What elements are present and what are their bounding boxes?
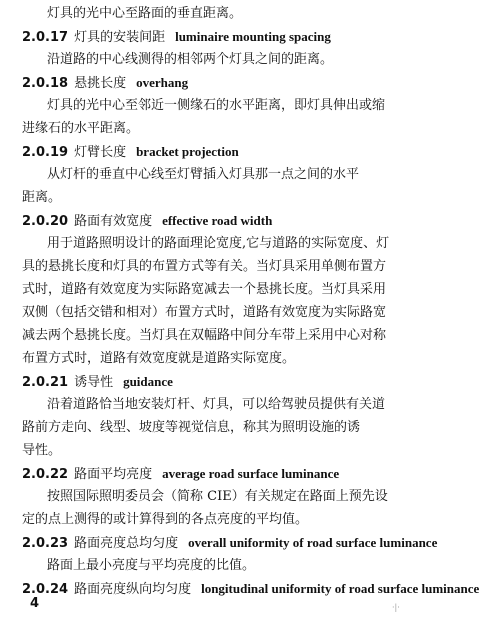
text-line: 定的点上测得的或计算得到的各点亮度的平均值。 bbox=[22, 512, 309, 527]
term-heading bbox=[22, 140, 440, 164]
term-english: longitudinal uniformity of road surface luminance bbox=[201, 581, 479, 596]
text-line: 从灯杆的垂直中心线至灯臂插入灯具那一点之间的水平 bbox=[47, 167, 360, 182]
text-line: 沿着道路恰当地安装灯杆、灯具，可以给驾驶员提供有关道 bbox=[47, 397, 386, 412]
text-line: 距离。 bbox=[22, 190, 62, 205]
corner-mark: ·|· bbox=[392, 603, 400, 612]
text-line: 具的悬挑长度和灯具的布置方式等有关。当灯具采用单侧布置方 bbox=[22, 259, 387, 274]
term-chinese: 灯臂长度 bbox=[74, 145, 127, 160]
text-line: 导性。 bbox=[22, 443, 62, 458]
term-number: 2.0.24 bbox=[22, 582, 69, 597]
term-chinese: 灯具的安装间距 bbox=[74, 30, 166, 45]
term-heading bbox=[22, 25, 440, 49]
term-english: bracket projection bbox=[136, 144, 239, 159]
term-number: 2.0.22 bbox=[22, 467, 69, 482]
text-line: 进缘石的水平距离。 bbox=[22, 121, 140, 136]
text-line: 沿道路的中心线测得的相邻两个灯具之间的距离。 bbox=[47, 52, 334, 67]
term-heading bbox=[22, 71, 440, 95]
text-line: 用于道路照明设计的路面理论宽度,它与道路的实际宽度、灯 bbox=[47, 236, 390, 251]
term-number: 2.0.21 bbox=[22, 375, 69, 390]
term-chinese: 路面有效宽度 bbox=[74, 214, 153, 229]
text-line: 减去两个悬挑长度。当灯具在双幅路中间分车带上采用中心对称 bbox=[22, 328, 387, 343]
term-heading bbox=[22, 531, 440, 556]
term-chinese: 路面平均亮度 bbox=[74, 467, 153, 482]
text-line: 按照国际照明委员会（简称 CIE）有关规定在路面上预先设 bbox=[47, 489, 388, 504]
term-heading bbox=[22, 462, 440, 486]
term-english: overall uniformity of road surface luminance bbox=[188, 535, 438, 550]
term-english: overhang bbox=[136, 75, 189, 90]
term-number: 2.0.19 bbox=[22, 145, 69, 160]
term-chinese: 路面亮度纵向均匀度 bbox=[74, 582, 192, 597]
term-chinese: 路面亮度总均匀度 bbox=[74, 536, 179, 551]
text-line: 布置方式时，道路有效宽度就是道路实际宽度。 bbox=[22, 351, 296, 366]
term-english: effective road width bbox=[162, 213, 273, 228]
page-number: 4 bbox=[30, 596, 40, 611]
term-number: 2.0.23 bbox=[22, 536, 69, 551]
text-line: 式时，道路有效宽度为实际路宽减去一个悬挑长度。当灯具采用 bbox=[22, 282, 387, 297]
term-english: luminaire mounting spacing bbox=[175, 29, 331, 44]
term-chinese: 诱导性 bbox=[74, 375, 114, 390]
text-line: 双侧（包括交错和相对）布置方式时，道路有效宽度为实际路宽 bbox=[22, 305, 387, 320]
text-line: 路前方走向、线型、坡度等视觉信息，称其为照明设施的诱 bbox=[22, 420, 361, 435]
term-heading bbox=[22, 209, 440, 233]
term-number: 2.0.17 bbox=[22, 30, 69, 45]
text-line: 灯具的光中心至路面的垂直距离。 bbox=[47, 6, 243, 21]
term-english: guidance bbox=[123, 374, 173, 389]
term-number: 2.0.18 bbox=[22, 76, 69, 91]
term-chinese: 悬挑长度 bbox=[74, 76, 127, 91]
text-line: 灯具的光中心至邻近一侧缘石的水平距离，即灯具伸出或缩 bbox=[47, 98, 386, 113]
term-english: average road surface luminance bbox=[162, 466, 340, 481]
term-heading bbox=[22, 577, 479, 601]
term-number: 2.0.20 bbox=[22, 214, 69, 229]
text-line: 路面上最小亮度与平均亮度的比值。 bbox=[47, 558, 256, 573]
term-heading bbox=[22, 370, 440, 394]
